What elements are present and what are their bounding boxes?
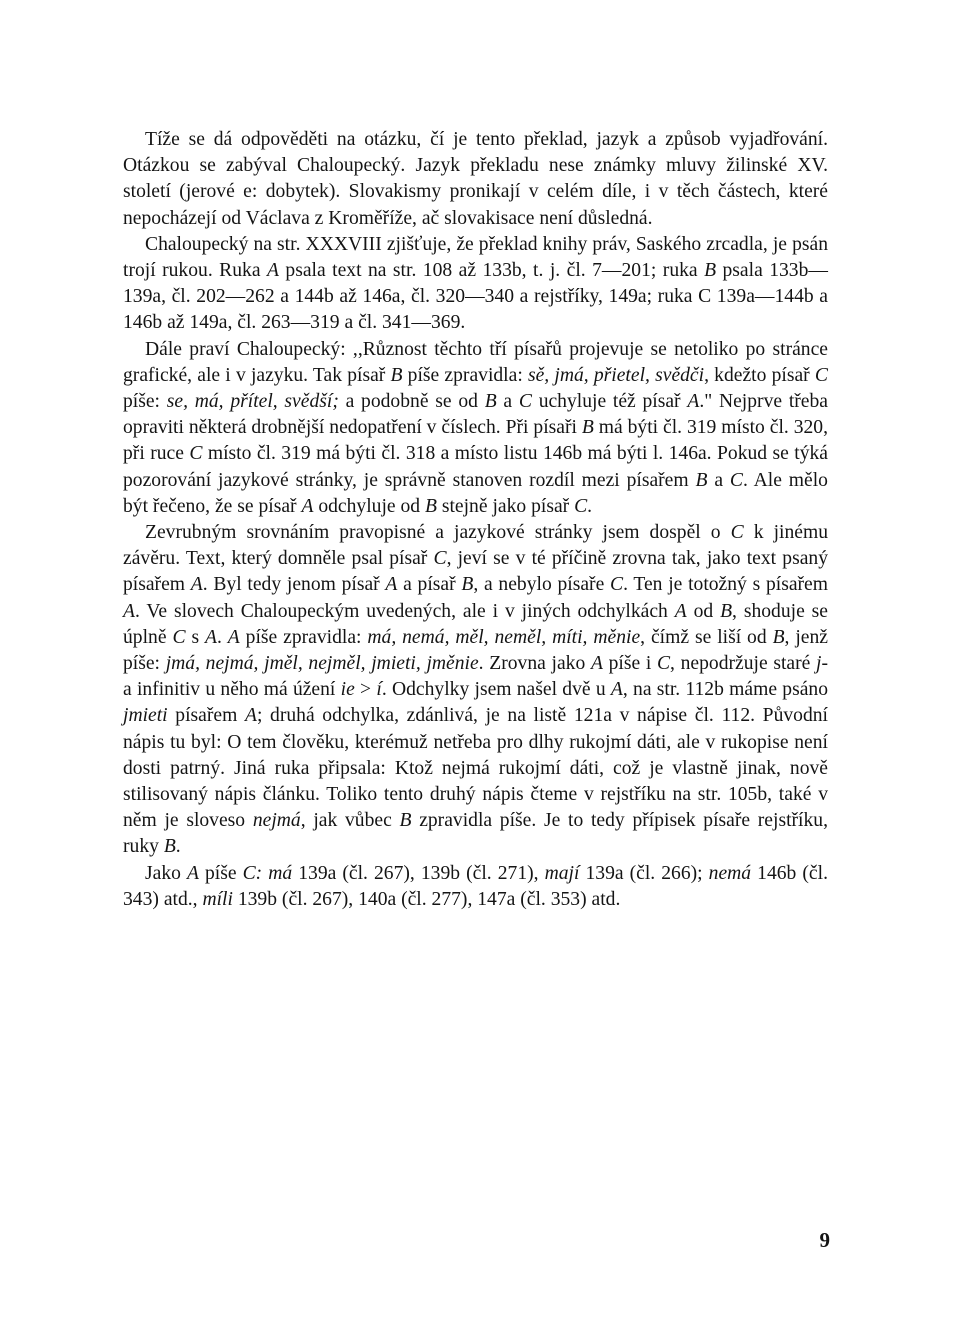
- text-run: ; druhá odchylka, zdánlivá, je na listě 121a v nápise čl. 112. Původní nápis tu byl: O tem člověku, kterémuž netřeba pro dlhy rukojmí dáti, ale v rukopise není dosti patrný. Jiná ruka připsala: Ktož nejmá rukojmí dáti, což je vlastně jinak, nově stilisovaný nápis článku. Toliko tento druhý nápis čteme v rejstříku na str. 105b, také v něm je sloveso: [123, 705, 828, 832]
- text-run: píše zpravidla:: [239, 626, 368, 648]
- paragraph: [123, 337, 828, 520]
- text-run: a: [707, 469, 730, 491]
- text-run: ." Nejprve třeba opraviti některá drobnější nedopatření v číslech. Při písaři: [123, 391, 828, 439]
- text-run: píše i: [602, 653, 657, 675]
- text-run: .: [216, 626, 228, 648]
- text-run: Chaloupecký na str. XXXVIII zjišťuje, že překlad knihy práv, Saského zrcadla, je psán trojí rukou. Ruka: [123, 233, 828, 282]
- italic-text: míli: [202, 888, 233, 910]
- text-run: Zevrubným srovnáním pravopisné a jazykové stránky jsem dospěl o: [145, 522, 731, 544]
- text-run: Jako: [145, 862, 187, 884]
- text-run: píše: [198, 862, 243, 884]
- paragraph: [123, 861, 828, 913]
- italic-text: C: [574, 495, 588, 517]
- text-run: . Ale mělo být řečeno, že se písař: [123, 469, 828, 517]
- text-run: 139b (čl. 267), 140a (čl. 277), 147a (čl. 353) atd.: [232, 888, 621, 910]
- text-run: , čímž se liší od: [640, 626, 773, 648]
- text-run: a podobně se od: [338, 391, 485, 413]
- italic-text: A: [590, 653, 603, 675]
- text-run: Tíže se dá odpověděti na otázku, čí je tento překlad, jazyk a způsob vyjadřování. Otázkou se zabýval Chaloupecký. Jazyk překladu nese známky mluvy žilinské XV. století (jerové e: dobytek). Slovakismy pronikají v celém díle, i v těch částech, které nepocházejí od Václava z Kroměříže, ač slovakisace není důsledná.: [123, 129, 828, 229]
- italic-text: nemá: [708, 862, 752, 884]
- italic-text: B: [704, 260, 717, 282]
- italic-text: C: [730, 522, 744, 544]
- italic-text: A: [123, 600, 135, 622]
- text-run: - a infinitiv u něho má úžení: [123, 653, 829, 701]
- text-run: , a nebylo písaře: [473, 574, 611, 596]
- italic-text: A: [301, 495, 314, 517]
- italic-text: jmieti: [123, 705, 168, 727]
- italic-text: C: má: [242, 862, 293, 884]
- italic-text: jmá, nejmá, jměl, nejměl, jmieti, jměnie: [165, 653, 479, 675]
- italic-text: A: [385, 574, 398, 596]
- text-run: . Odchylky jsem našel dvě u: [381, 679, 611, 701]
- italic-text: B: [720, 600, 733, 622]
- italic-text: C: [172, 626, 186, 648]
- text-run: 146b (čl. 343) atd.,: [123, 862, 828, 910]
- paragraph: [123, 127, 828, 232]
- text-run: píše zpravidla:: [402, 364, 528, 386]
- italic-text: C: [433, 548, 447, 570]
- italic-text: j: [816, 653, 822, 675]
- italic-text: A: [674, 600, 687, 622]
- text-run: 139a (čl. 267), 139b (čl. 271),: [292, 862, 545, 884]
- italic-text: B: [695, 469, 708, 491]
- text-run: s: [185, 626, 205, 648]
- italic-text: C: [656, 653, 671, 675]
- text-run: , kdežto písař: [704, 364, 815, 386]
- text-run: píše:: [123, 391, 167, 413]
- italic-text: í: [376, 679, 382, 701]
- italic-text: A: [227, 626, 240, 648]
- text-run: uchyluje též písař: [531, 391, 688, 413]
- italic-text: A: [190, 574, 203, 596]
- italic-text: B: [399, 810, 412, 832]
- text-run: , jeví se v té příčině zrovna tak, jako text psaný písařem: [123, 548, 828, 596]
- text-run: , jenž píše:: [123, 626, 828, 675]
- italic-text: B: [772, 626, 785, 648]
- text-run: a: [496, 391, 519, 413]
- text-run: .: [587, 495, 593, 517]
- text-run: psala text na str. 108 až 133b, t. j. čl. 7—201; ruka: [278, 260, 705, 282]
- text-run: místo čl. 319 má býti čl. 318 a místo listu 146b má býti l. 146a. Pokud se týká pozorování jazykové stránky, je správně stanoven rozdíl mezi písařem: [123, 443, 829, 491]
- italic-text: mají: [544, 862, 580, 884]
- text-run: . Zrovna jako: [478, 653, 591, 675]
- italic-text: C: [814, 364, 828, 386]
- italic-text: B: [424, 495, 437, 517]
- text-run: . Byl tedy jenom písař: [202, 574, 386, 596]
- italic-text: A: [244, 705, 257, 727]
- text-run: má býti čl. 319 místo čl. 320, při ruce: [123, 417, 828, 465]
- text-run: .: [175, 836, 181, 858]
- text-run: 139a (čl. 266);: [579, 862, 709, 884]
- text-run: od: [686, 600, 721, 622]
- text-run: stejně jako písař: [436, 495, 575, 517]
- italic-text: sě, jmá, přietel, svědči: [527, 364, 705, 386]
- body-text: [123, 127, 828, 913]
- text-run: k jinému závěru. Text, který domněle psal písař: [123, 522, 829, 570]
- italic-text: C: [518, 391, 532, 413]
- italic-text: B: [461, 574, 474, 596]
- text-run: , jak vůbec: [300, 810, 400, 832]
- text-run: . Ve slovech Chaloupeckým uvedených, ale i v jiných odchylkách: [134, 600, 675, 622]
- italic-text: B: [484, 391, 497, 413]
- italic-text: A: [186, 862, 199, 884]
- italic-text: A: [687, 391, 700, 413]
- text-run: >: [354, 679, 377, 701]
- text-run: odchyluje od: [313, 495, 425, 517]
- text-run: , shoduje se úplně: [123, 600, 828, 648]
- italic-text: ie: [340, 679, 355, 701]
- italic-text: C: [189, 443, 203, 465]
- italic-text: C: [729, 469, 743, 491]
- italic-text: C: [610, 574, 624, 596]
- text-run: . Ten je totožný s písařem: [623, 574, 828, 596]
- italic-text: nejmá: [252, 810, 301, 832]
- paragraph: [123, 232, 828, 337]
- italic-text: B: [390, 364, 403, 386]
- text-run: Dále praví Chaloupecký: ,,Různost těchto tří písařů projevuje se netoliko po stránce grafické, ale i v jazyku. Tak písař: [123, 338, 828, 386]
- italic-text: A: [267, 260, 279, 282]
- text-run: zpravidla píše. Je to tedy přípisek písaře rejstříku, ruky: [123, 810, 828, 858]
- italic-text: má, nemá, měl, neměl, míti, měnie: [367, 626, 641, 648]
- text-run: a písař: [397, 574, 462, 596]
- italic-text: B: [163, 836, 176, 858]
- text-run: , nepodržuje staré: [670, 653, 817, 675]
- italic-text: B: [581, 417, 594, 439]
- page-number: 9: [819, 1228, 830, 1252]
- italic-text: A: [610, 679, 623, 701]
- italic-text: A: [204, 626, 217, 648]
- paragraph: [123, 520, 828, 861]
- text-run: , na str. 112b máme psáno: [622, 679, 828, 701]
- text-run: písařem: [167, 705, 245, 727]
- italic-text: se, má, přítel, svědší;: [166, 391, 339, 413]
- text-run: psala 133b—139a, čl. 202—262 a 144b až 146a, čl. 320—340 a rejstříky, 149a; ruka C 139a—144b a 146b až 149a, čl. 263—319 a čl. 341—369.: [123, 260, 828, 334]
